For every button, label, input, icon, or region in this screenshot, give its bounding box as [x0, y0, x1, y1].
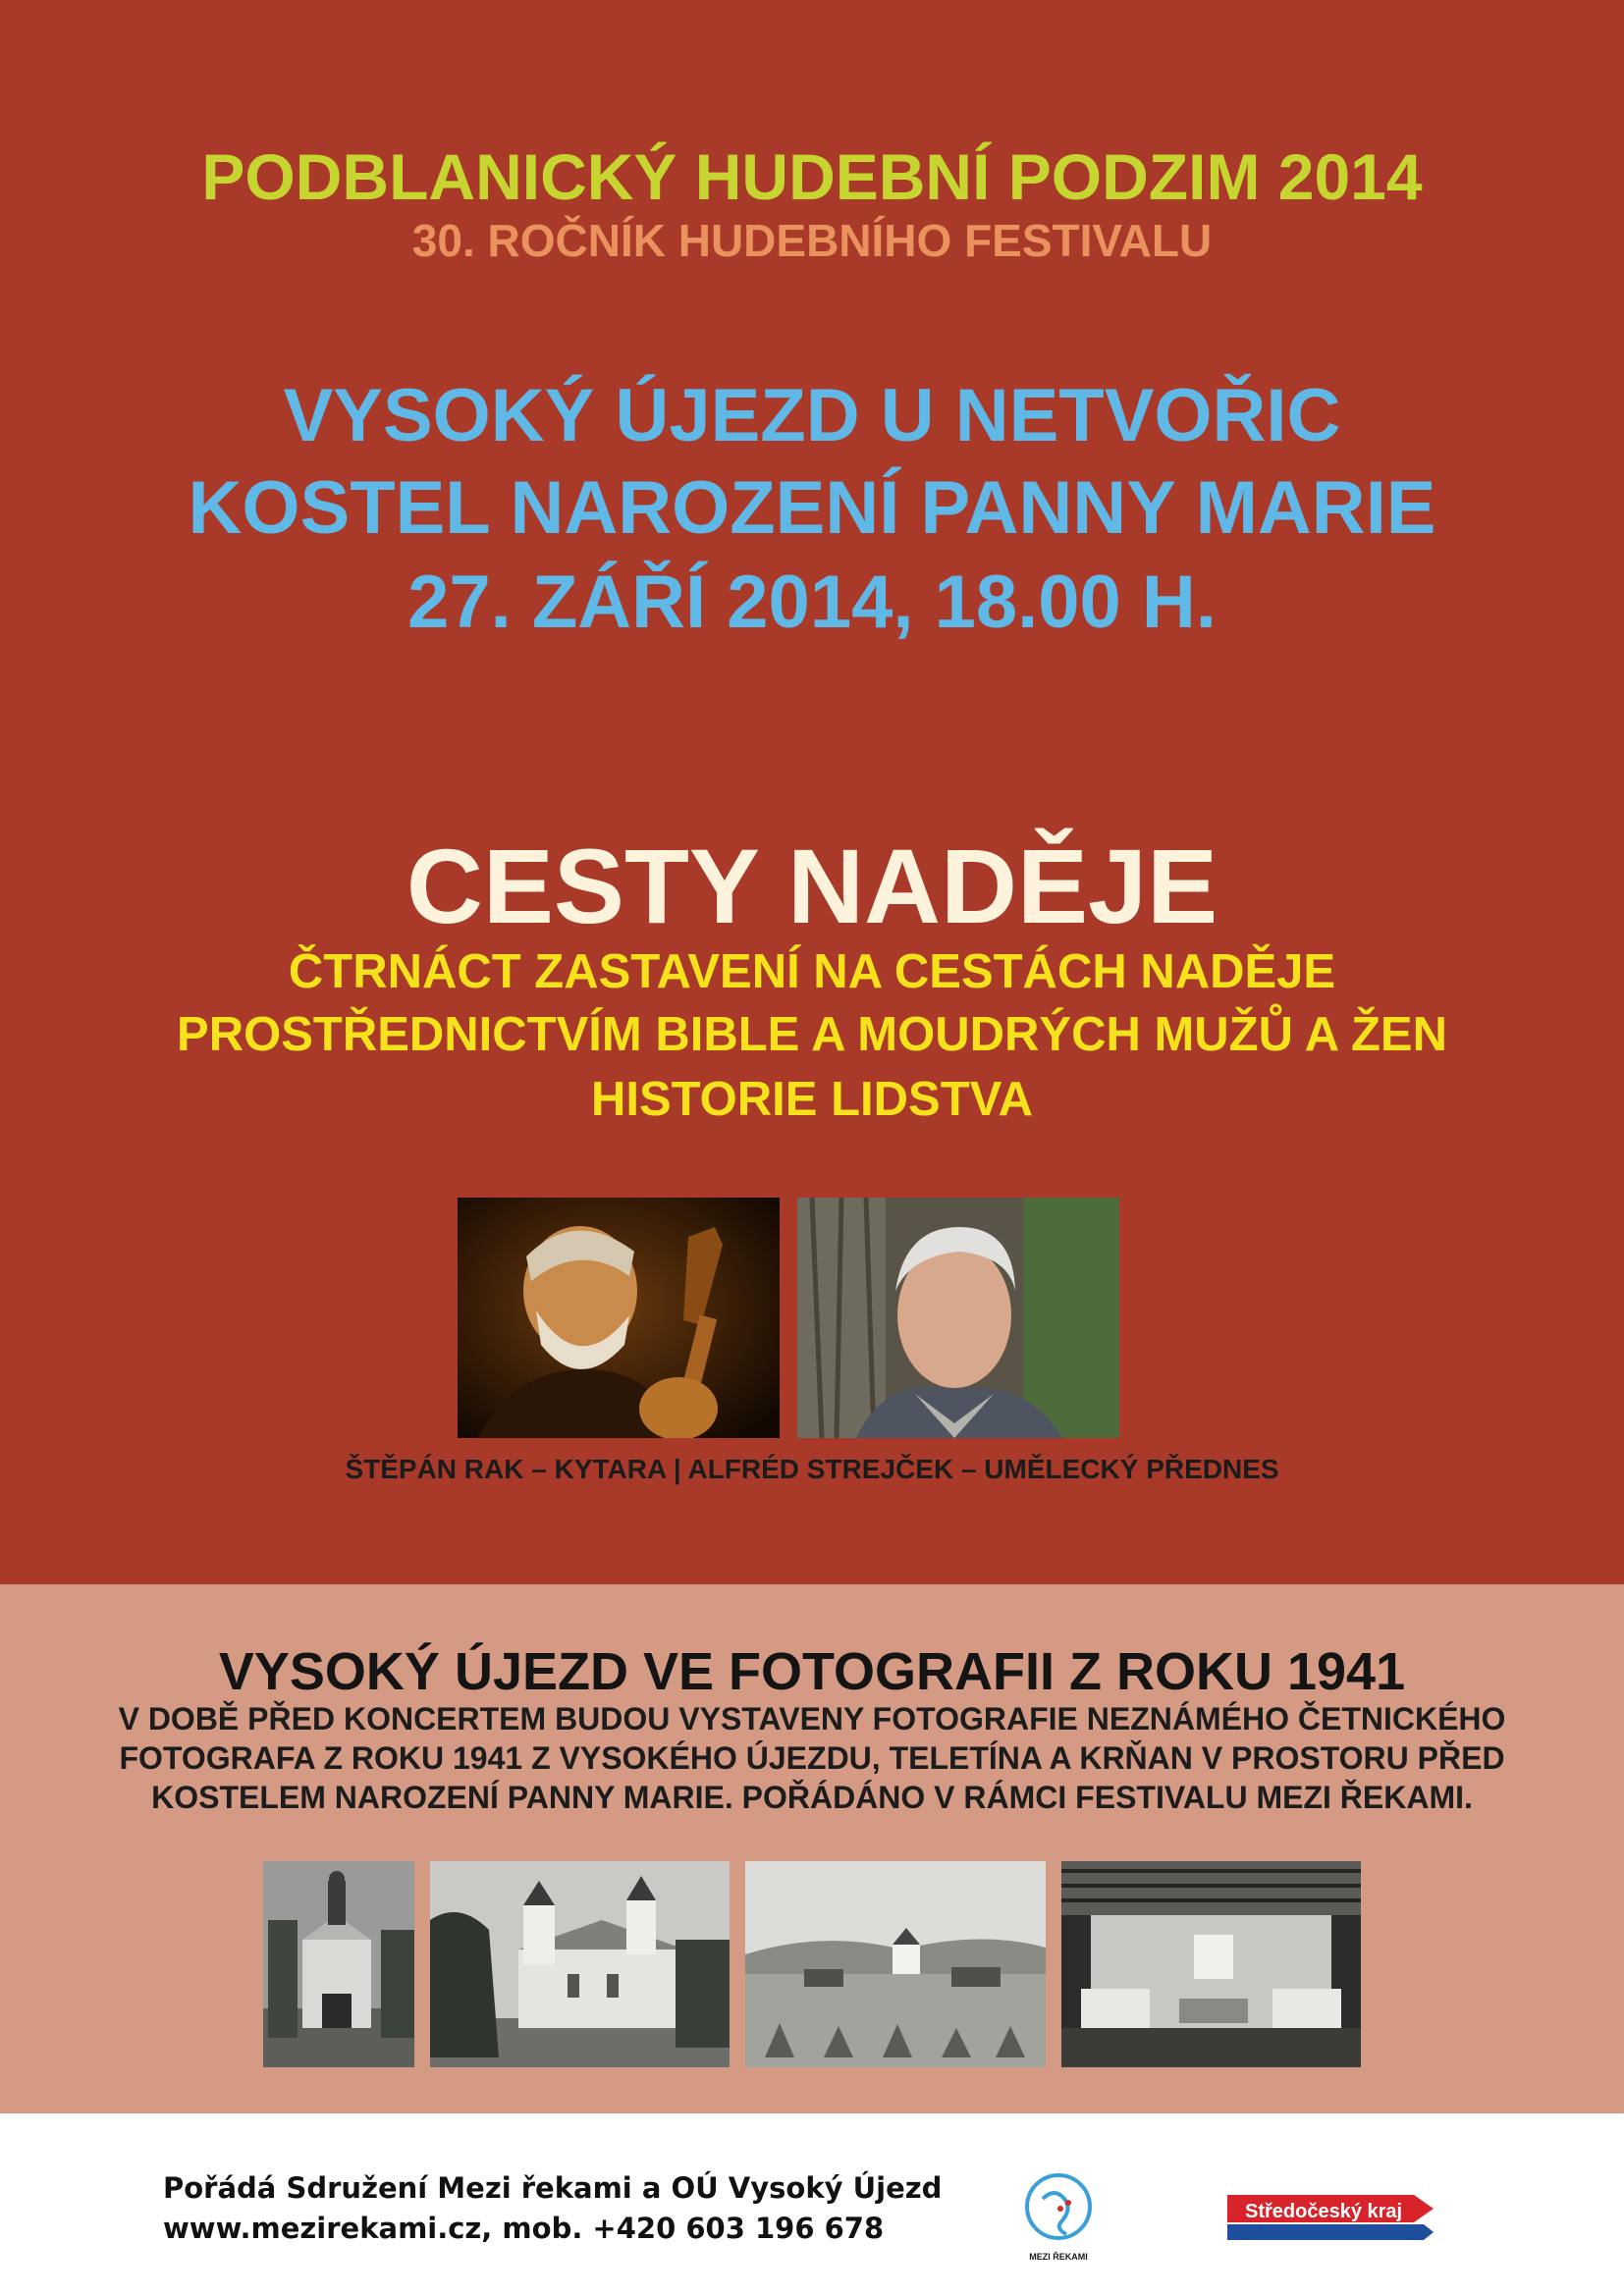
- photo-alfred-strejcek: [797, 1198, 1119, 1438]
- venue-place: VYSOKÝ ÚJEZD U NETVOŘIC: [283, 374, 1341, 457]
- exhibition-text-line-3: KOSTELEM NAROZENÍ PANNY MARIE. POŘÁDÁNO V RÁMCI FESTIVALU MEZI ŘEKAMI.: [151, 1780, 1473, 1815]
- mezi-rekami-logo: [1021, 2169, 1096, 2268]
- stredocesky-kraj-label: Středočeský kraj: [1245, 2201, 1403, 2222]
- concert-line-2: PROSTŘEDNICTVÍM BIBLE A MOUDRÝCH MUŽŮ A ŽEN: [177, 1008, 1447, 1061]
- performers-caption: ŠTĚPÁN RAK – KYTARA | ALFRÉD STREJČEK – UMĚLECKÝ PŘEDNES: [345, 1454, 1279, 1484]
- festival-title: PODBLANICKÝ HUDEBNÍ PODZIM 2014: [201, 140, 1423, 213]
- historic-photo-interior: [1061, 1861, 1361, 2067]
- concert-line-3: HISTORIE LIDSTVA: [590, 1073, 1034, 1126]
- event-datetime: 27. ZÁŘÍ 2014, 18.00 H.: [407, 561, 1217, 644]
- mezi-rekami-logo-icon: [1021, 2169, 1096, 2268]
- historic-photo-church-side: [430, 1861, 730, 2067]
- contact-text: www.mezirekami.cz, mob. +420 603 196 678: [163, 2212, 885, 2245]
- festival-subtitle: 30. ROČNÍK HUDEBNÍHO FESTIVALU: [411, 215, 1213, 266]
- historic-photo-church-front: [263, 1861, 414, 2067]
- exhibition-text-line-2: FOTOGRAFA Z ROKU 1941 Z VYSOKÉHO ÚJEZDU, TELETÍNA A KRŇAN V PROSTORU PŘED: [119, 1740, 1505, 1776]
- room-interior-image: [1061, 1861, 1361, 2067]
- village-landscape-image: [745, 1861, 1046, 2067]
- photo-stepan-rak: [458, 1198, 780, 1438]
- guitarist-portrait-image: [458, 1198, 780, 1438]
- historic-photo-village-landscape: [745, 1861, 1046, 2067]
- exhibition-text-line-1: V DOBĚ PŘED KONCERTEM BUDOU VYSTAVENY FOTOGRAFIE NEZNÁMÉHO ČETNICKÉHO: [118, 1701, 1506, 1736]
- church-side-image: [430, 1861, 730, 2067]
- svg-text:MEZI ŘEKAMI: MEZI ŘEKAMI: [1029, 2252, 1088, 2262]
- speaker-portrait-image: [797, 1198, 1119, 1438]
- concert-title: CESTY NADĚJE: [406, 827, 1218, 945]
- exhibition-title: VYSOKÝ ÚJEZD VE FOTOGRAFII Z ROKU 1941: [218, 1642, 1406, 1701]
- venue-church: KOSTEL NAROZENÍ PANNY MARIE: [188, 466, 1436, 550]
- church-front-image: [263, 1861, 414, 2067]
- concert-line-1: ČTRNÁCT ZASTAVENÍ NA CESTÁCH NADĚJE: [288, 945, 1336, 998]
- organizer-text: Pořádá Sdružení Mezi řekami a OÚ Vysoký Újezd: [163, 2171, 943, 2205]
